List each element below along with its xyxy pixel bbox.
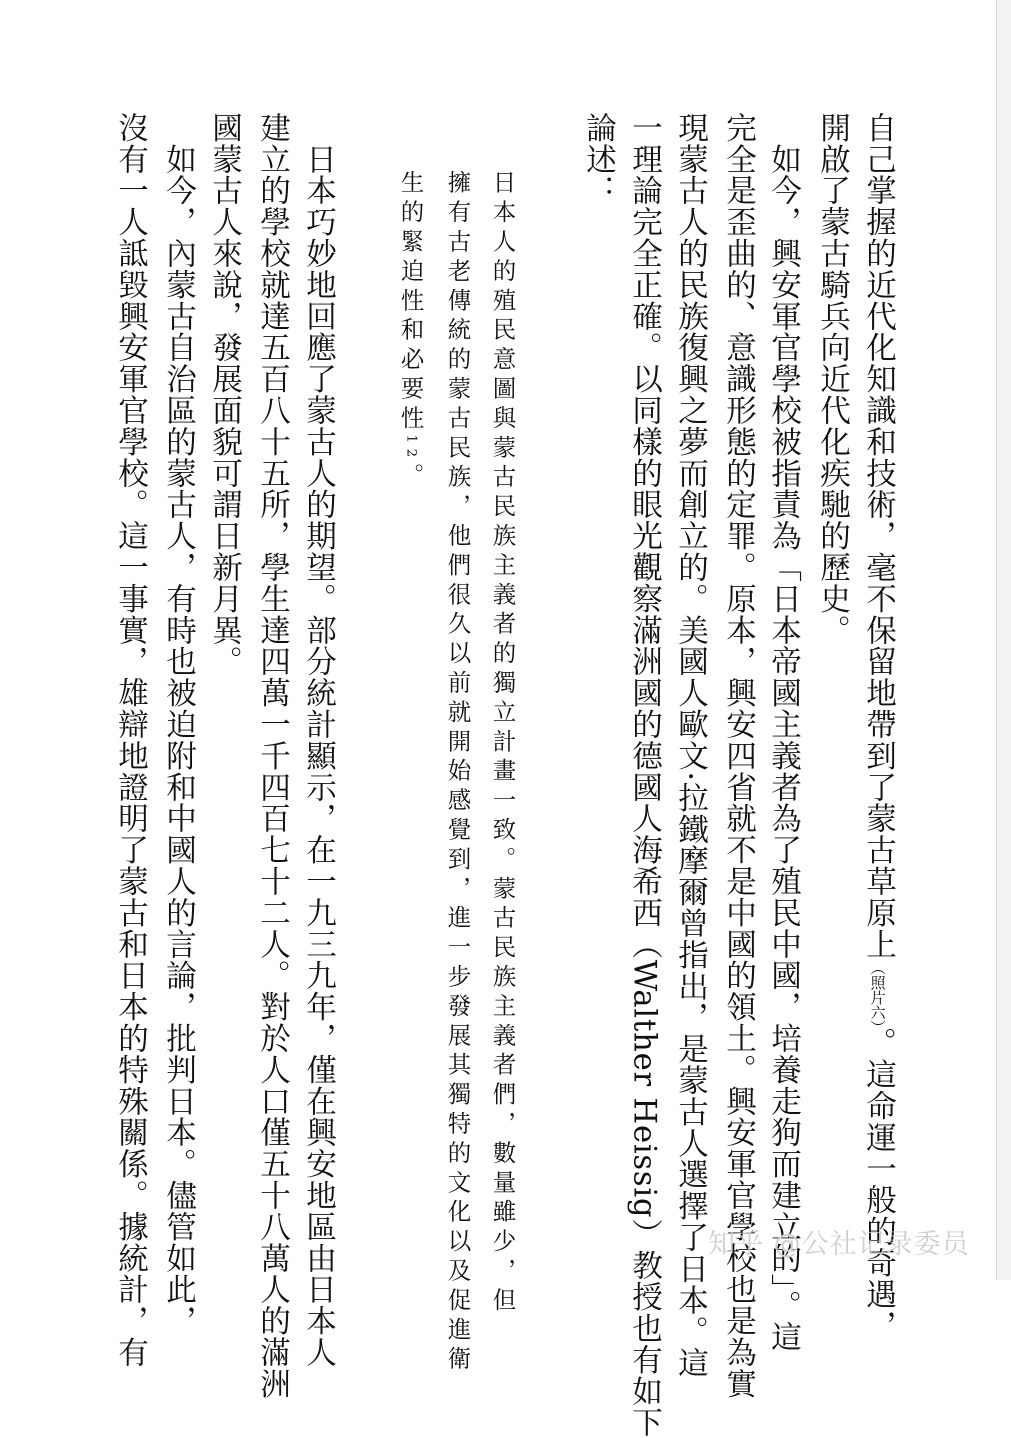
text-column-5: 現蒙古人的民族復興之夢而創立的。美國人歐文·拉鐵摩爾曾指出，是蒙古人選擇了日本。這 [672, 112, 708, 1379]
quote-column-2: 擁有古老傳統的蒙古民族，他們很久以前就開始感覺到，進一步發展其獨特的文化以及促進衛 [443, 170, 472, 1376]
text-column-2: 開啟了蒙古騎兵向近代化疾馳的歷史。 [814, 112, 850, 646]
quote-column-3 [396, 170, 425, 493]
text-column-4: 完全是歪曲的、意識形態的定罪。原本，興安四省就不是中國的領土。興安軍官學校也是為實 [720, 112, 756, 1400]
column-text: 自己掌握的近代化知識和技術，毫不保留地帶到了蒙古草原上 [860, 112, 896, 960]
text-column-3: 如今，興安軍官學校被指責為「日本帝國主義者為了殖民中國，培養走狗而建立的」。這 [765, 112, 801, 1353]
text-column-12: 沒有一人詆毀興安軍官學校。這一事實，雄辯地證明了蒙古和日本的特殊關係。據統計，有 [112, 112, 148, 1368]
photo-reference: （照片六） [868, 959, 887, 1028]
text-column-10: 國蒙古人來說，發展面貌可謂日新月異。 [206, 112, 242, 678]
text-column-6: 一理論完全正確。以同樣的眼光觀察滿洲國的德國人海希西（Walther Heissig）教授也有如下 [626, 112, 662, 1438]
text-column-7: 論述： [580, 112, 616, 207]
watermark: 知乎 @公社记录委员 [708, 1229, 970, 1260]
page-edge [996, 0, 1011, 1280]
quote-text: 生的緊迫性和必要性 [396, 170, 425, 435]
text-column-11: 如今，內蒙古自治區的蒙古人，有時也被迫附和中國人的言論，批判日本。儘管如此， [160, 112, 196, 1337]
text-column-1 [860, 112, 896, 1342]
quote-end: 。 [396, 462, 425, 493]
quote-column-1: 日本人的殖民意圖與蒙古民族主義者的獨立計畫一致。蒙古民族主義者們，數量雖少，但 [488, 170, 517, 1317]
footnote-marker: 12 [403, 434, 419, 463]
text-column-8: 日本巧妙地回應了蒙古人的期望。部分統計顯示，在一九三九年，僅在興安地區由日本人 [300, 112, 336, 1368]
column-text-tail: 。這命運一般的奇遇， [860, 1027, 896, 1342]
text-column-9: 建立的學校就達五百八十五所，學生達四萬一千四百七十二人。對於人口僅五十八萬人的滿洲 [254, 112, 290, 1400]
